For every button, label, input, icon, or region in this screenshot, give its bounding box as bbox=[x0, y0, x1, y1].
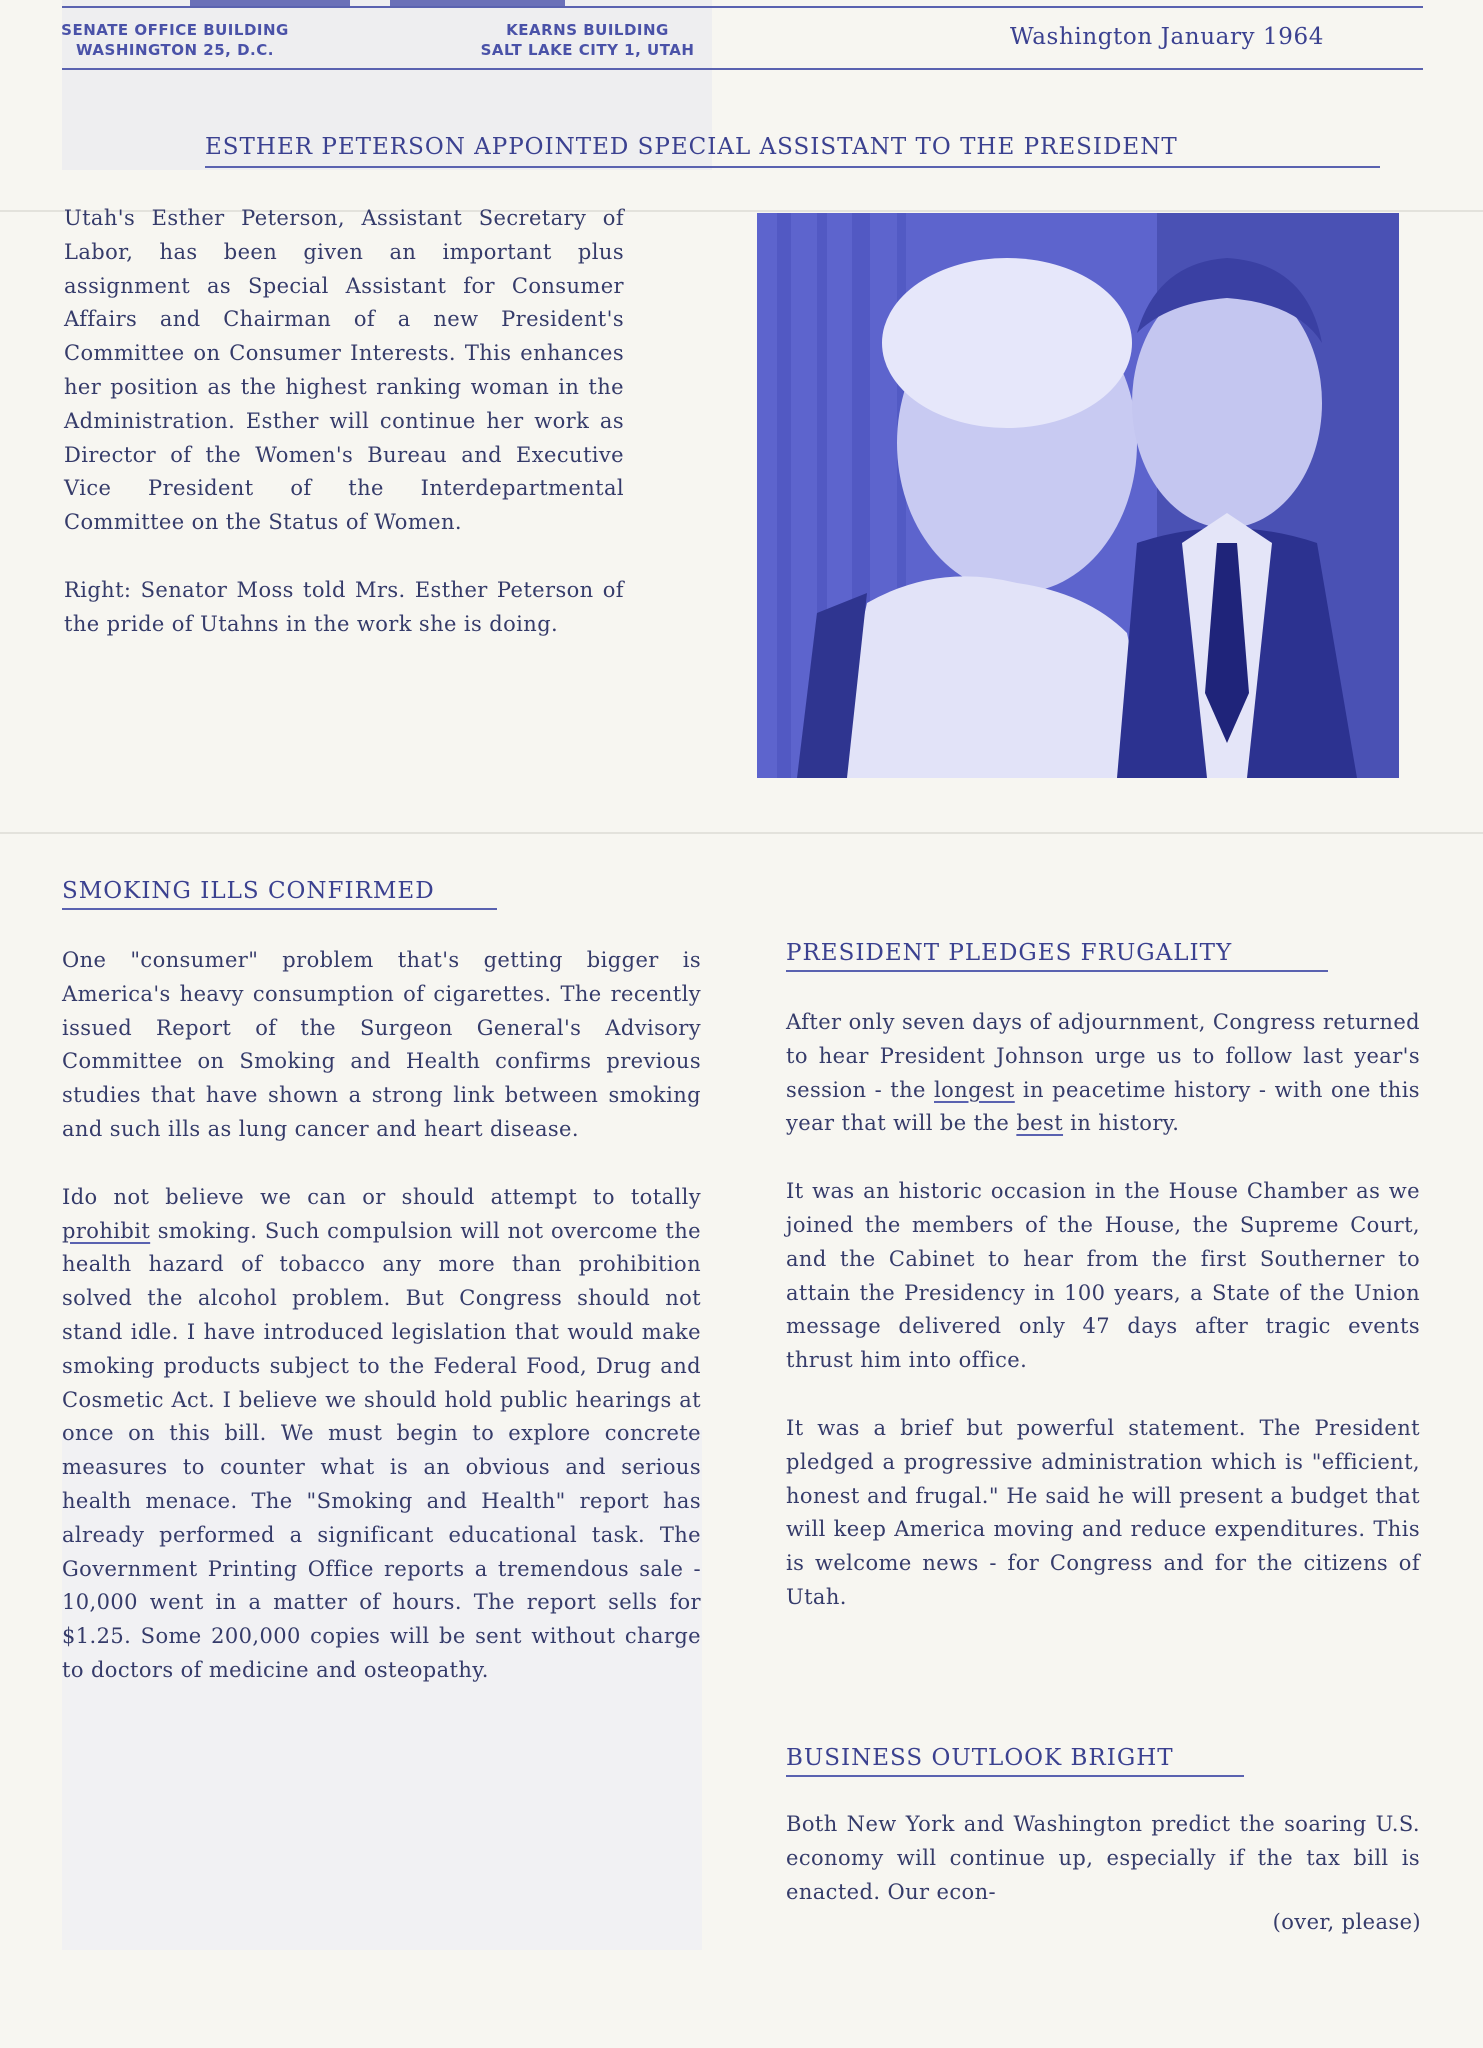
smoking-story bbox=[62, 944, 701, 1688]
smoking-paragraph-2: Ido not believe we can or should attempt to totally prohibit smoking. Such compulsion will not overcome the health hazard of tobacco any more than prohibition solved the alcohol problem. But Congress should not stand idle. I have introduced legislation that would make smoking products subject to the Federal Food, Drug and Cosmetic Act. I believe we should hold public hearings at once on this bill. We must begin to explore concrete measures to counter what is an obvious and serious health menace. The "Smoking and Health" report has already performed a significant educational task. The Government Printing Office reports a tremendous sale - 10,000 went in a matter of hours. The report sells for $1.25. Some 200,000 copies will be sent without charge to doctors of medicine and osteopathy. bbox=[62, 1184, 701, 1682]
header-rule-top bbox=[62, 6, 1423, 8]
frugality-paragraph-2: It was an historic occasion in the House Chamber as we joined the members of the House, the Supreme Court, and the Cabinet to hear from the first Southerner to attain the Presidency in 100 years, a State of the Union message delivered only 47 days after tragic events thrust him into office. bbox=[786, 1179, 1420, 1373]
frugality-heading: PRESIDENT PLEDGES FRUGALITY bbox=[786, 940, 1233, 966]
fold-line-middle bbox=[0, 832, 1483, 834]
peterson-story bbox=[64, 202, 624, 642]
headline-underline bbox=[205, 166, 1380, 168]
peterson-paragraph: Utah's Esther Peterson, Assistant Secretary of Labor, has been given an important plus assignment as Special Assistant for Consumer Affairs and Chairman of a new President's Committee on Consumer Interests. This enhances her position as the highest ranking woman in the Administration. Esther will continue her work as Director of the Women's Bureau and Executive Vice President of the Interdepartmental Committee on the Status of Women. bbox=[64, 206, 624, 535]
business-heading-underline bbox=[786, 1775, 1244, 1777]
kearns-building-address: KEARNS BUILDING SALT LAKE CITY 1, UTAH bbox=[480, 21, 695, 59]
underlined-prohibit: prohibit bbox=[62, 1218, 151, 1243]
smoking-heading: SMOKING ILLS CONFIRMED bbox=[62, 878, 435, 904]
business-heading: BUSINESS OUTLOOK BRIGHT bbox=[786, 1745, 1174, 1771]
smoking-heading-underline bbox=[62, 908, 497, 910]
header-rule-bottom bbox=[62, 68, 1423, 70]
frugality-paragraph-3: It was a brief but powerful statement. The President pledged a progressive administration which is "efficient, honest and frugal." He said he will present a budget that will keep America moving and reduce expenditures. This is welcome news - for Congress and for the citizens of Utah. bbox=[786, 1415, 1420, 1609]
photo-caption: Right: Senator Moss told Mrs. Esther Peterson of the pride of Utahns in the work she is doing. bbox=[64, 577, 624, 636]
smoking-paragraph-1: One "consumer" problem that's getting bigger is America's heavy consumption of cigarettes. The recently issued Report of the Surgeon General's Advisory Committee on Smoking and Health confirms previous studies that have shown a strong link between smoking and such ills as lung cancer and heart disease. bbox=[62, 948, 701, 1141]
page-headline: ESTHER PETERSON APPOINTED SPECIAL ASSISTANT TO THE PRESIDENT bbox=[205, 134, 1178, 160]
photo-moss-and-peterson bbox=[757, 213, 1399, 778]
photo-illustration bbox=[757, 213, 1399, 778]
frugality-story bbox=[786, 1006, 1420, 1615]
senate-office-address: SENATE OFFICE BUILDING WASHINGTON 25, D.C. bbox=[61, 21, 289, 59]
underlined-longest: longest bbox=[934, 1077, 1015, 1102]
continued-note: (over, please) bbox=[1272, 1910, 1421, 1934]
business-story bbox=[786, 1808, 1420, 1909]
dateline: Washington January 1964 bbox=[1010, 24, 1324, 50]
underlined-best: best bbox=[1016, 1111, 1064, 1136]
business-paragraph: Both New York and Washington predict the soaring U.S. economy will continue up, especially if the tax bill is enacted. Our econ- bbox=[786, 1812, 1420, 1904]
frugality-heading-underline bbox=[786, 970, 1328, 972]
frugality-paragraph-1: After only seven days of adjournment, Congress returned to hear President Johnson urge us to follow last year's session - the longest in peacetime history - with one this year that will be the best in history. bbox=[786, 1010, 1420, 1136]
